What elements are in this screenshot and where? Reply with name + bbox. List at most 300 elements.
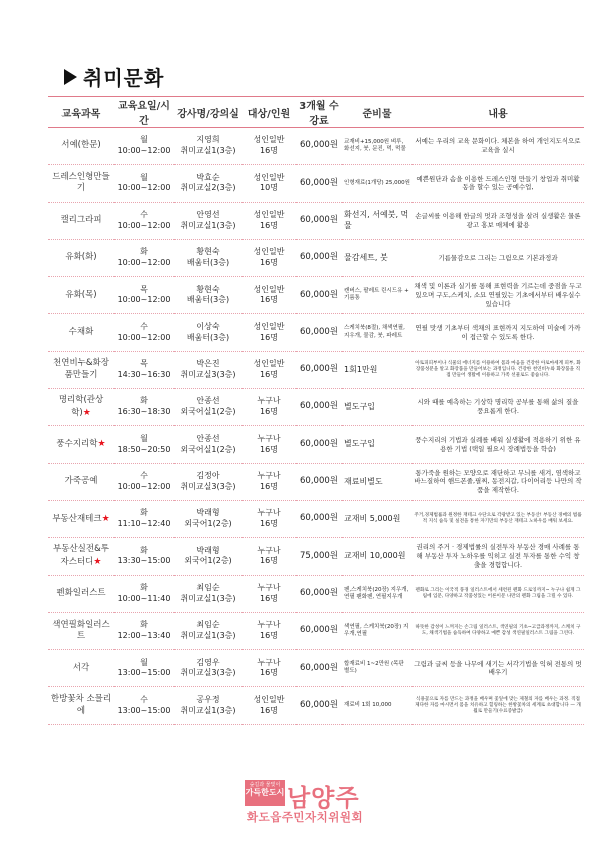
course-prep-prep: 물감세트, 붓 [344,252,388,262]
course-name [48,239,114,276]
table-row [48,165,584,202]
course-fee [296,277,342,314]
course-schedule-day: 월 [140,657,148,667]
course-instructor-room: 배움터(3층) [186,258,230,268]
col-header-time: 교육요일/시간 [114,97,174,128]
course-prep [342,575,412,612]
course-instructor-room: 취미교실1(3층) [180,631,236,640]
course-schedule [114,165,174,202]
course-schedule-time: 13:30~15:00 [117,556,171,566]
col-header-instructor: 강사명/강의실 [174,97,242,128]
course-schedule [114,463,174,500]
course-target-target: 누구나 [257,396,281,406]
course-target-cap: 16명 [260,705,278,715]
course-target-target: 누구나 [257,508,281,518]
course-instructor-room: 취미교실2(3층) [180,183,236,193]
course-instructor-inst: 황현숙 [196,247,220,257]
course-target-cap: 10명 [260,183,278,193]
course-target [242,538,296,575]
star-icon: ★ [101,513,110,524]
footer-logo [245,780,380,825]
course-instructor-inst: 박은진 [196,359,220,369]
course-schedule [114,239,174,276]
course-target-cap: 16명 [260,146,278,156]
course-schedule-day: 화 [140,582,148,592]
course-prep-prep: 합재료비 1~2만원 (목판 별도) [344,661,404,675]
table-row [48,277,584,314]
course-instructor [174,314,242,351]
course-desc [412,314,584,351]
course-prep [342,128,412,165]
course-desc-desc: 통가죽을 원하는 모양으로 재단하고 무늬를 새겨, 염색하고 바느질하여 핸드폰줄,필찌, 동전지갑, 다이어리등 나만의 작품을 제작한다. [414,468,582,495]
course-instructor-inst: 이상숙 [196,321,220,331]
course-schedule-time: 10:00~12:00 [117,258,171,268]
course-instructor-inst: 황현숙 [196,284,220,294]
table-row [48,202,584,239]
course-prep [342,426,412,463]
course-name [48,314,114,351]
course-fee [296,314,342,351]
course-desc [412,538,584,575]
course-name [48,165,114,202]
course-schedule [114,351,174,388]
course-name-name: 수채화 [68,326,94,337]
course-fee [296,687,342,724]
course-prep [342,165,412,202]
course-instructor-room: 취미교실3(3층) [180,369,236,379]
course-desc [412,202,584,239]
course-desc-desc: 식용꽃으로 자를 만드는 과정을 배우며 꽃잎에 맞는 제철의 자를 배우는 과정. 직접 제다한 자를 마시면서 몸을 치유하고 힐링하는 한방꽃차의 세계로 초대합니다 — 개월로 만들기(수료증발급) [415,696,581,714]
course-prep [342,239,412,276]
course-prep-prep: 색연필, 스케치북(20장) 지우개,연필 [344,623,409,637]
course-instructor-room: 취미교실1(3층) [180,220,236,230]
table-row [48,351,584,388]
course-schedule-day: 월 [140,172,148,182]
course-instructor-inst: 김영우 [196,657,220,667]
course-schedule-day: 수 [140,209,148,219]
course-prep-prep: 교재비+15,000원 벼루, 화선지, 붓, 문진, 먹, 먹물 [344,139,406,153]
course-fee [296,202,342,239]
course-fee [296,538,342,575]
course-name [48,687,114,724]
course-desc [412,575,584,612]
course-instructor-room: 외국어실1(2층) [180,407,236,417]
course-schedule-day: 화 [140,620,148,630]
course-desc [412,239,584,276]
course-target-target: 성인일반 [253,284,285,294]
course-name-name: 유화(목) [65,289,97,300]
course-prep-prep: 화선지, 서예붓, 먹물 [344,210,409,230]
course-desc-desc: 그림과 글씨 등을 나무에 새기는 서각기법을 익혀 전통의 멋 배우기 [414,659,582,677]
course-schedule-time: 10:00~11:40 [117,593,171,603]
table-row [48,687,584,724]
course-schedule-day: 수 [140,321,148,331]
course-schedule [114,202,174,239]
course-fee-fee: 60,000원 [300,625,338,636]
course-instructor-room: 외국어1(2층) [184,556,232,566]
committee-name: 화도읍주민자치위원회 [247,810,364,824]
table-row [48,650,584,687]
course-instructor-room: 취미교실3(3층) [180,668,236,678]
course-schedule-time: 10:00~12:00 [117,295,171,305]
course-desc [412,277,584,314]
course-desc [412,351,584,388]
course-name-name: 한방꽃차 소믈리에 [50,694,112,716]
course-instructor [174,500,242,537]
course-fee-fee: 60,000원 [300,326,338,337]
course-schedule-day: 월 [140,433,148,443]
course-target-cap: 16명 [260,369,278,379]
col-header-target: 대상/인원 [242,97,296,128]
course-schedule-day: 월 [140,135,148,145]
course-prep-prep: 재료비 1회 10,000 [344,702,392,709]
course-prep-prep: 교재비 10,000원 [344,551,406,561]
course-target-target: 성인일반 [253,359,285,369]
course-target [242,687,296,724]
course-name [48,612,114,649]
table-row [48,612,584,649]
course-instructor [174,463,242,500]
course-target [242,351,296,388]
course-prep [342,277,412,314]
course-target-cap: 16명 [260,668,278,678]
course-schedule-time: 12:00~13:40 [117,631,171,640]
course-target-target: 성인일반 [253,247,285,257]
course-fee [296,575,342,612]
course-target [242,128,296,165]
course-instructor-inst: 최임순 [196,582,220,592]
course-instructor-room: 외국어실1(2층) [180,444,236,454]
course-desc [412,612,584,649]
course-fee [296,463,342,500]
course-fee-fee: 60,000원 [300,401,338,412]
course-fee-fee: 60,000원 [300,289,338,300]
section-title [64,62,164,91]
course-name [48,128,114,165]
course-prep-prep: 인형재료(1개당) 25,000원 [344,179,410,186]
course-schedule [114,426,174,463]
course-schedule [114,389,174,426]
course-schedule-day: 화 [140,508,148,518]
course-instructor-room: 배움터(3층) [186,332,230,342]
course-schedule-day: 화 [140,545,148,555]
course-schedule-day: 화 [140,247,148,257]
course-instructor [174,575,242,612]
course-desc-desc: 권리의 주거 · 경제법률의 실전투자 부동산 경매 사례를 통해 부동산 투자 노하우를 익히고 실전 투자를 통한 수익 창출을 경험합니다. [416,543,580,569]
table-row [48,389,584,426]
course-target-target: 성인일반 [253,209,285,219]
table-row [48,426,584,463]
course-name-name: 천연비누&화장품만들기 [53,358,109,380]
course-fee-fee: 60,000원 [300,662,338,673]
course-fee-fee: 60,000원 [300,364,338,375]
course-name-name: 부동산실전&투자스터디 [53,544,109,567]
course-name-name: 캘리그라피 [60,215,102,225]
course-target [242,389,296,426]
course-desc-desc: 연필 맛생 기초부터 색채의 표현까지 지도하여 미술에 가까이 접근할 수 있도록 한다. [415,323,581,341]
course-name-name: 펜화일러스트 [56,587,106,598]
course-schedule-time: 10:00~12:00 [117,481,171,491]
course-desc [412,687,584,724]
course-instructor [174,426,242,463]
course-desc [412,389,584,426]
table-row [48,500,584,537]
course-instructor [174,687,242,724]
course-target [242,612,296,649]
course-prep [342,538,412,575]
col-header-content: 내용 [412,97,584,128]
course-prep [342,500,412,537]
course-desc-desc: 예쁜원단과 솜을 이용한 드레스인형 만들기 창업과 취미활동을 할수 있는 공예수업, [416,174,580,192]
course-prep [342,687,412,724]
course-schedule-time: 14:30~16:30 [117,369,171,379]
table-row [48,128,584,165]
course-name-name: 서예(한문) [61,140,101,151]
course-schedule-time: 10:00~12:00 [117,332,171,342]
course-fee [296,650,342,687]
course-instructor-inst: 안종선 [196,396,220,406]
course-name [48,538,114,575]
course-target-target: 성인일반 [253,135,285,145]
course-schedule [114,538,174,575]
course-prep [342,650,412,687]
course-name-name: 유화(화) [65,252,97,263]
course-target-cap: 16명 [260,407,278,417]
course-target [242,463,296,500]
course-name-name: 가죽공예 [64,476,98,487]
course-prep [342,351,412,388]
page-title: 취미문화 [83,66,165,90]
course-schedule-day: 수 [140,471,148,481]
course-target-cap: 16명 [260,593,278,603]
course-fee-fee: 75,000원 [300,550,338,561]
course-instructor-room: 외국어1(2층) [184,519,232,529]
course-instructor-inst: 최임순 [196,620,220,630]
course-target [242,314,296,351]
course-instructor-room: 배움터(3층) [186,295,230,305]
course-schedule-day: 목 [140,284,148,294]
course-desc-desc: 아토피피부이나 식물의 에너지를 이용하여 몸과 마음을 건강한 아로마세계 피부, 화장품성분을 알고 화장품을 만들어보는 과정입니다. 건강한 천연비누와 화장품을 직접 만들어 생활에 이용하고 가족 선물로도 좋습니다. [415,360,581,378]
course-desc-desc: 기름물감으로 그리는 그림으로 기본과정과 [438,253,558,262]
course-name [48,426,114,463]
course-schedule-time: 18:50~20:50 [117,444,171,454]
course-instructor [174,612,242,649]
course-desc-desc: 따뜻한 감성이 느껴지는 손그림 일러스트, 색연필의 기초~고급과정까지, 스케치 구도, 채색기법을 습득하여 다양하고 예쁜 감성 색연필일러스트 그림을 그린다. [415,625,581,636]
course-prep [342,202,412,239]
course-instructor [174,128,242,165]
course-desc [412,426,584,463]
course-target [242,650,296,687]
course-desc-desc: 주거,경제법률과 원정한 재테크 수단으로 각광받고 있는 부동산! 부동산 경매의 법률적 지식 습득 및 실전을 통한 자기만의 부동산 재테크 노하우를 배워 보세요. [414,513,582,525]
course-target [242,500,296,537]
course-fee-fee: 60,000원 [300,587,338,598]
course-target-cap: 16명 [260,332,278,342]
star-icon: ★ [93,556,102,567]
course-desc-desc: 채색 및 이론과 실기를 통해 표현력을 기르는데 중점을 두고 있으며 구도,스케치, 소묘 연필있는 기초에서부터 배우실수 있습니다 [414,282,582,308]
course-fee [296,612,342,649]
course-name [48,500,114,537]
course-target-cap: 16명 [260,481,278,491]
course-target-target: 누구나 [257,471,281,481]
table-row [48,538,584,575]
star-icon: ★ [97,439,106,450]
table-header-row [48,97,584,128]
city-logo: 남양주 [287,784,360,812]
course-target-target: 성인일반 [253,172,285,182]
course-schedule-time: 10:00~12:00 [117,146,171,156]
course-name [48,351,114,388]
course-desc [412,463,584,500]
course-instructor-inst: 박래형 [196,545,220,555]
course-fee-fee: 60,000원 [300,513,338,524]
course-name [48,463,114,500]
course-target [242,239,296,276]
course-desc [412,128,584,165]
course-schedule-day: 수 [140,694,148,704]
course-fee [296,389,342,426]
course-prep [342,389,412,426]
course-instructor-inst: 안영선 [196,209,220,219]
badge-line1: 숲길과 물빛이 [249,782,281,788]
course-schedule-time: 16:30~18:30 [117,407,171,417]
course-target [242,426,296,463]
course-instructor-room: 취미교실3(3층) [180,481,236,491]
course-prep-prep: 캔버스, 팔레트 린시드유 + 기름통 [344,288,409,302]
course-desc [412,650,584,687]
course-schedule-time: 13:00~15:00 [117,668,171,678]
course-prep-prep: 교재비 5,000원 [344,513,401,523]
course-instructor [174,165,242,202]
course-fee [296,426,342,463]
course-schedule [114,612,174,649]
course-name-name: 풍수지리학 [56,439,98,450]
course-desc-desc: 풍수지리의 기법과 실례를 배워 실생활에 적용하기 위한 유용한 기법 (택일 필요시 장례법등을 학습) [415,435,581,453]
course-target-target: 누구나 [257,620,281,630]
course-target [242,277,296,314]
col-header-prep: 준비물 [342,97,412,128]
course-name-name: 색연필화일러스트 [52,619,110,641]
course-schedule [114,650,174,687]
triangle-bullet-icon [64,69,77,85]
course-prep-prep: 재료비별도 [344,476,383,486]
course-target [242,575,296,612]
course-instructor [174,389,242,426]
course-instructor-inst: 박래형 [196,508,220,518]
course-name [48,650,114,687]
course-name [48,277,114,314]
course-fee [296,351,342,388]
col-header-subject: 교육과목 [48,97,114,128]
course-fee-fee: 60,000원 [300,476,338,487]
course-name-name: 서각 [72,662,90,673]
course-instructor [174,202,242,239]
course-fee-fee: 60,000원 [300,215,338,225]
course-target-target: 성인일반 [253,321,285,331]
course-instructor-inst: 박효순 [196,172,220,182]
course-instructor-inst: 지영희 [196,135,220,145]
course-fee [296,128,342,165]
table-row [48,463,584,500]
course-name [48,575,114,612]
course-target-cap: 16명 [260,220,278,230]
course-instructor-room: 취미교실1(3층) [180,593,236,603]
course-instructor [174,538,242,575]
slogan-badge [245,780,285,806]
course-fee-fee: 60,000원 [300,699,338,710]
course-table [48,96,584,725]
course-name [48,389,114,426]
course-schedule-day: 화 [140,396,148,406]
course-schedule [114,687,174,724]
course-target-cap: 16명 [260,295,278,305]
course-schedule-time: 10:00~12:00 [117,183,171,193]
course-schedule-time: 13:00~15:00 [117,705,171,715]
course-fee [296,500,342,537]
course-target-cap: 16명 [260,258,278,268]
course-target-target: 누구나 [257,545,281,555]
course-instructor-inst: 김정아 [196,471,220,481]
course-fee [296,239,342,276]
course-instructor [174,239,242,276]
course-target-target: 누구나 [257,582,281,592]
table-row [48,239,584,276]
course-target-target: 누구나 [257,657,281,667]
course-target-cap: 16명 [260,631,278,640]
course-fee-fee: 60,000원 [300,438,338,449]
course-instructor [174,277,242,314]
course-target-cap: 16명 [260,519,278,529]
course-target-cap: 16명 [260,444,278,454]
course-prep-prep: 1회1만원 [344,364,378,374]
course-schedule [114,314,174,351]
col-header-fee: 3개월 수강료 [296,97,342,128]
course-fee-fee: 60,000원 [300,140,338,151]
course-schedule [114,500,174,537]
course-schedule-time: 10:00~12:00 [117,220,171,230]
course-prep-prep: 별도구입 [344,439,375,449]
course-target-target: 성인일반 [253,694,285,704]
course-target-target: 누구나 [257,433,281,443]
badge-line2: 가득한도시 [245,788,285,797]
course-schedule [114,575,174,612]
course-prep [342,612,412,649]
course-prep [342,314,412,351]
course-prep [342,463,412,500]
course-schedule-day: 목 [140,359,148,369]
course-target-cap: 16명 [260,556,278,566]
course-target [242,202,296,239]
course-fee [296,165,342,202]
course-name-name: 명리학(관상학) [58,395,104,418]
course-fee-fee: 60,000원 [300,177,338,188]
star-icon: ★ [82,407,91,418]
course-desc-desc: 펜화로 그리는 이국적 풍경 일러스트에서 세련된 펜화 드로잉까지~ 누구나 쉽게 그림에 입문, 다양하고 작품성있는 어른이문 나만의 펜화 그림을 그릴 수 있다. [415,587,581,599]
course-instructor [174,650,242,687]
course-schedule [114,128,174,165]
course-prep-prep: 펜,스케치북(20장) 지우개,연필 팬화펜, 연필지우개 [344,586,409,600]
table-row [48,575,584,612]
course-name-name: 부동산재테크 [52,513,102,524]
table-row [48,314,584,351]
course-instructor-inst: 안종선 [196,433,220,443]
course-instructor-room: 취미교실1(3층) [180,705,236,715]
course-desc [412,500,584,537]
course-instructor-inst: 공우정 [196,694,220,704]
course-schedule-time: 11:10~12:40 [117,519,171,529]
course-fee-fee: 60,000원 [300,252,338,263]
course-prep-prep: 스케치북(8절), 채색연필, 지우개, 물감, 붓, 파레트 [344,325,405,339]
course-target [242,165,296,202]
